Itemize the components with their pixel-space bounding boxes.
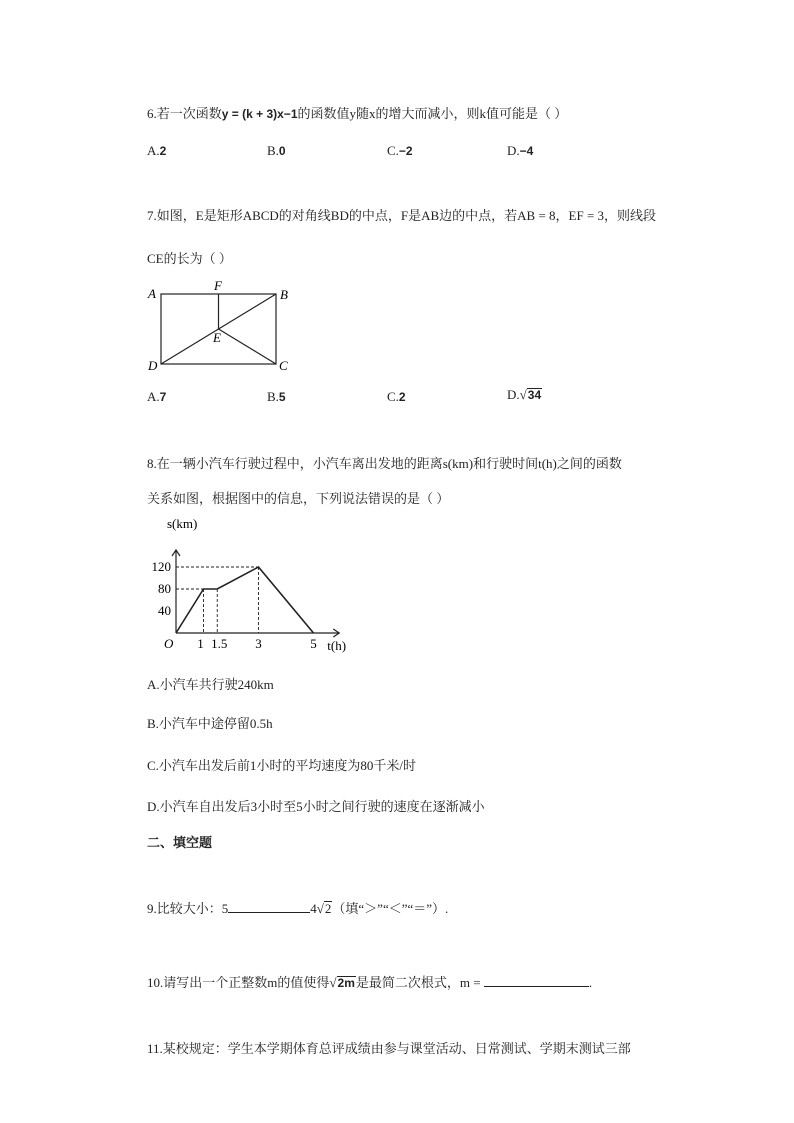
sqrt-symbol: √2m bbox=[329, 975, 355, 990]
sqrt-symbol: √2 bbox=[316, 901, 332, 916]
y-tick-label: 80 bbox=[158, 581, 171, 596]
q8-distance-time-graph bbox=[140, 512, 360, 660]
y-axis-label: s(km) bbox=[167, 516, 198, 531]
x-tick-label: 5 bbox=[310, 636, 317, 651]
q7-option-c: C.2 bbox=[387, 389, 406, 404]
sqrt-symbol: √34 bbox=[519, 387, 542, 402]
q8-option-a: A.小汽车共行驶240km bbox=[147, 677, 274, 692]
q6-option-a: A.2 bbox=[147, 143, 167, 158]
q8-option-d: D.小汽车自出发后3小时至5小时之间行驶的速度在逐渐减小 bbox=[147, 799, 485, 814]
q8-option-b: B.小汽车中途停留0.5h bbox=[147, 716, 273, 731]
label-f: F bbox=[214, 278, 222, 293]
q8-line1: 8.在一辆小汽车行驶过程中，小汽车离出发地的距离s(km)和行驶时间t(h)之间的函数 bbox=[147, 456, 622, 471]
x-tick-label: 1 bbox=[197, 636, 204, 651]
q6-option-d: D.−4 bbox=[507, 143, 534, 158]
x-tick-label: 1.5 bbox=[211, 636, 228, 651]
q6-stem-pre: 6.若一次函数 bbox=[147, 106, 222, 121]
label-c: C bbox=[279, 358, 288, 373]
q7-option-a: A.7 bbox=[147, 389, 167, 404]
q7-line1: 7.如图，E是矩形ABCD的对角线BD的中点，F是AB边的中点，若AB = 8，EF = 3，则线段 bbox=[147, 208, 657, 223]
q7-option-b: B.5 bbox=[267, 389, 286, 404]
q9-answer-blank[interactable] bbox=[228, 900, 310, 913]
series-line bbox=[176, 567, 314, 633]
label-d: D bbox=[148, 358, 158, 373]
q6-option-c: C.−2 bbox=[387, 143, 413, 158]
section-title-fill-in: 二、填空题 bbox=[147, 835, 213, 850]
q10: 10.请写出一个正整数m的值使得√2m是最简二次根式，m = . bbox=[147, 975, 593, 990]
y-tick-label: 120 bbox=[151, 559, 171, 574]
label-e: E bbox=[213, 330, 221, 345]
q7-option-d: D.√34 bbox=[507, 387, 542, 402]
label-a: A bbox=[148, 286, 156, 301]
q10-answer-blank[interactable] bbox=[484, 974, 589, 987]
segment-ec bbox=[219, 329, 277, 364]
y-tick-label: 40 bbox=[158, 603, 171, 618]
label-b: B bbox=[280, 287, 288, 302]
q8-line2: 关系如图，根据图中的信息，下列说法错误的是（ ） bbox=[147, 491, 450, 506]
origin-label: O bbox=[164, 636, 174, 651]
q7-rectangle-figure bbox=[140, 278, 300, 378]
q8-option-c: C.小汽车出发后前1小时的平均速度为80千米/时 bbox=[147, 758, 417, 773]
x-tick-label: 3 bbox=[255, 636, 262, 651]
q7-line2: CE的长为（ ） bbox=[147, 251, 232, 266]
q6-stem bbox=[147, 103, 567, 122]
q6-stem-post: 的函数值y随x的增大而减小，则k值可能是（ ） bbox=[297, 106, 568, 121]
q6-formula: y = (k + 3)x−1 bbox=[221, 107, 298, 121]
q6-option-b: B.0 bbox=[267, 143, 286, 158]
q11-line1: 11.某校规定：学生本学期体育总评成绩由参与课堂活动、日常测试、学期末测试三部 bbox=[147, 1041, 631, 1056]
q9: 9.比较大小：5 4√2（填“＞”“＜”“＝”）. bbox=[147, 901, 449, 916]
x-axis-label: t(h) bbox=[327, 638, 347, 653]
